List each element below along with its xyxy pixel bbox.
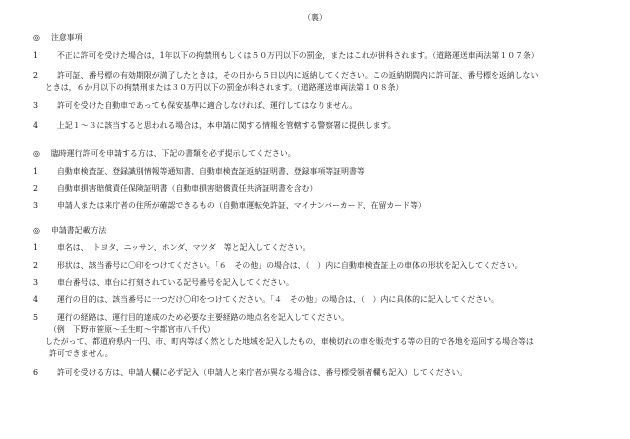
page-side-label: （裏）	[303, 13, 327, 22]
section-marker: ◎	[33, 226, 40, 235]
list-item-continuation: したがって、都道府県内一円、市、町内等ばく然とした地域を記入したもの、車検切れの車を販売する等の目的で各地を巡回する場合等は	[45, 337, 534, 346]
section-marker: ◎	[33, 33, 40, 42]
section-heading-how-to-fill	[33, 226, 106, 236]
list-item-example: （例 下野市笹原～壬生町～宇都宮市八千代）	[49, 325, 215, 334]
document-page: （裏） ◎ 注意事項 1 不正に許可を受けた場合は，1年以下の拘禁刑もしくは５０万円以下の罰金，またはこれが併科されます。（道路運送車両法第１０７条） 2 許可証、番号標の有効期限が満了したときは，その日から５日以内に返納してください。この返納期間内に許可証、番号標を返納しない ときは，６か月以下の拘禁刑または３０万円以下の罰金が科されます。（道路運送車両法第１０８条） 3 許可を受けた自動車であっても保安基準に適合しなければ、運行してはなりません。 4 上記１～３に該当すると思われる場合は，本申請に関する情報を管轄する警察署に提供します。 ◎ 臨時運行許可を申請する方は、下記の書類を必ず提示してください。 1 自動車検査証、登録識別情報等通知書、自動車検査証返納証明書、登録事項等証明書等 2 自動車損害賠償責任保険証明書（自動車損害賠償責任共済証明書を含む） 3 申請人または来庁者の住所が確認できるもの（自動車運転免許証、マイナンバーカード、在留カード等） ◎ 申請書記載方法 1 車名は、 トヨタ、ニッサン、ホンダ、マツダ 等と記入してください。 2 形状は、該当番号に〇印をつけてください。「６ その他」の場合は、（ ）内に自動車検査証上の車体の形状を記入してください。 3 車台番号は、車台に打刻されている記号番号を記入してください。 4 運行の目的は、該当番号に一つだけ〇印をつけてください。「４ その他」の場合は、（ ）内に具体的に記入してください。 5 運行の経路は、運行目的達成のため必要な主要経路の地点名を記入してください。 （例 下野市笹原～壬生町～宇都宮市八千代） したがって、都道府県内一円、市、町内等ばく然とした地域を記入したもの、車検切れの車を販売する等の目的で各地を巡回する場合等は 許可できません。 6 許可を受ける方は、申請人欄に必ず記入（申請人と来庁者が異なる場合は、番号標受領者欄も記入）してください。	[0, 0, 630, 439]
section-heading-required-documents	[33, 149, 296, 159]
section-title: 臨時運行許可を申請する方は、下記の書類を必ず提示してください。	[51, 149, 296, 158]
section-marker: ◎	[33, 149, 40, 158]
section-title: 申請書記載方法	[51, 226, 107, 235]
list-item-continuation: ときは，６か月以下の拘禁刑または３０万円以下の罰金が科されます。（道路運送車両法第１０８条）	[45, 83, 404, 92]
section-title: 注意事項	[51, 33, 83, 42]
list-item-continuation: 許可できません。	[49, 349, 113, 358]
section-heading-notes	[33, 33, 83, 43]
